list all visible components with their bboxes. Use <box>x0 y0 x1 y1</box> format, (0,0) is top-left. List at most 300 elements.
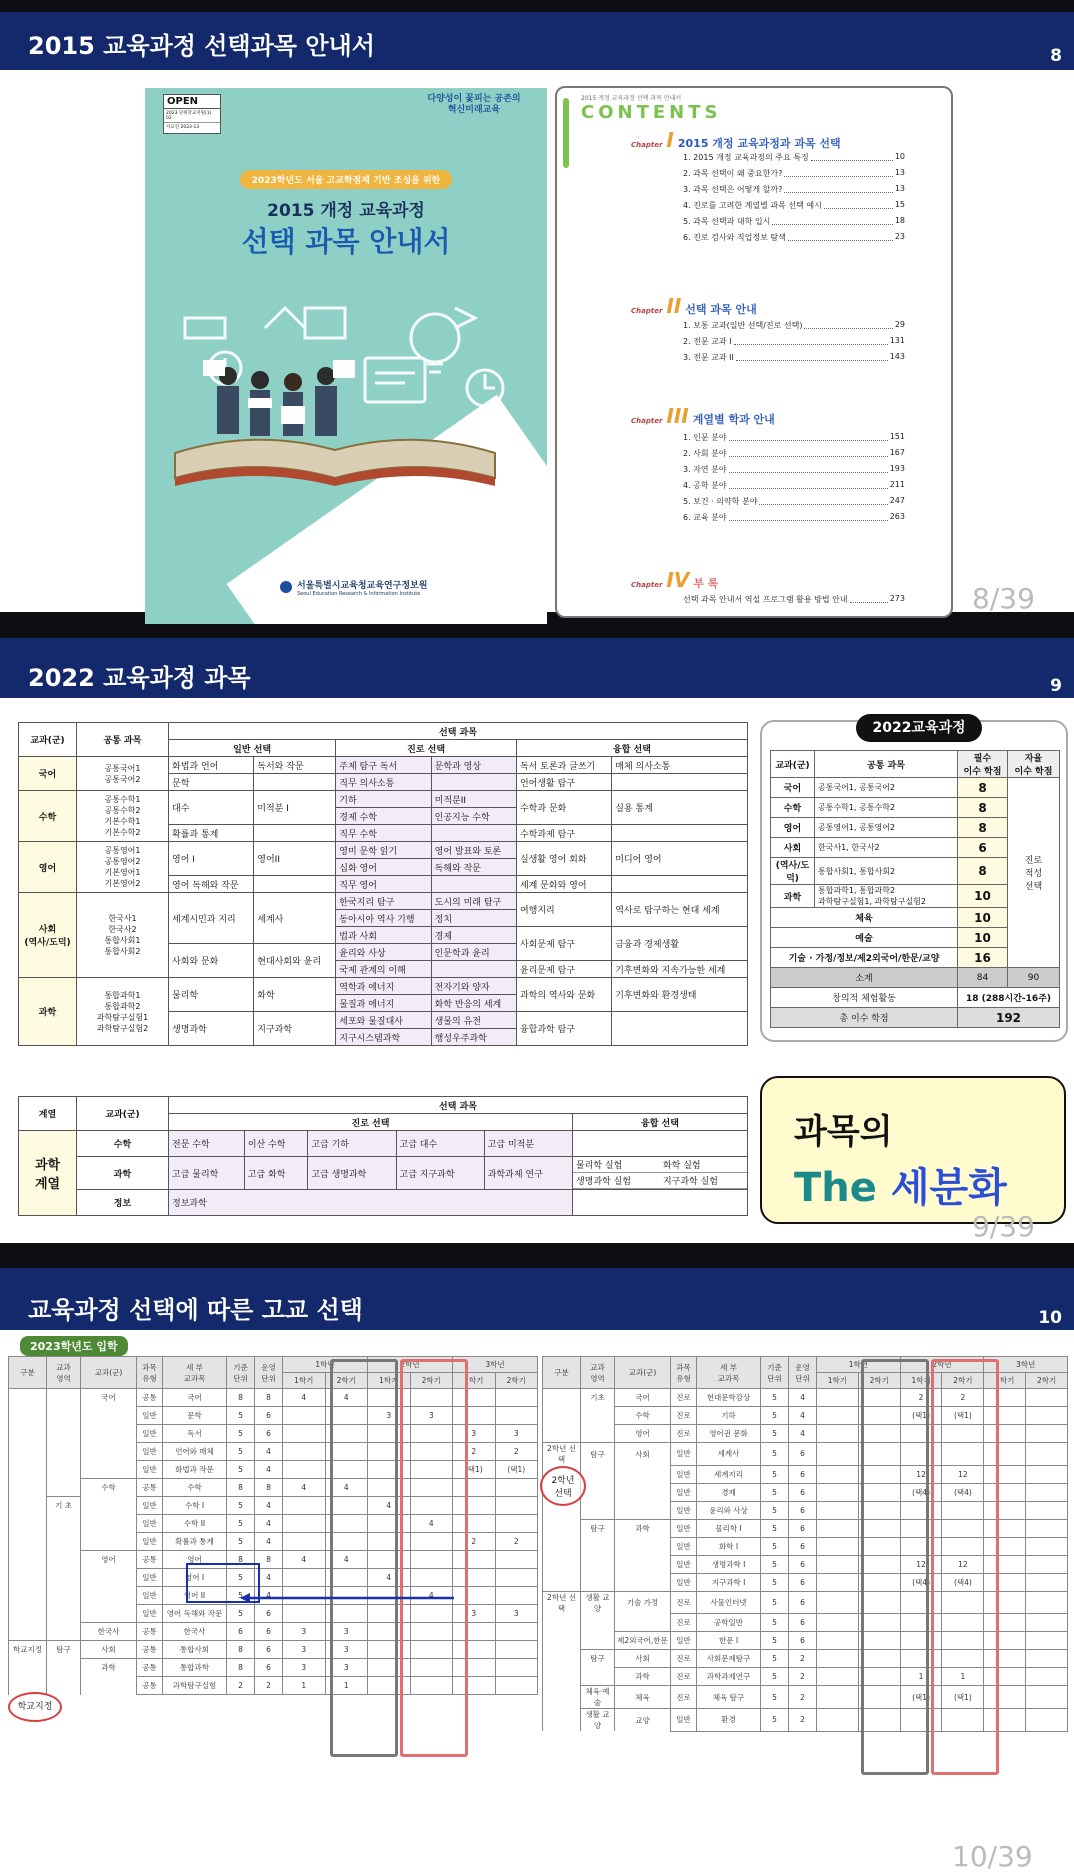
tt-cell <box>495 1389 538 1407</box>
general-subject: 현대사회와 윤리 <box>254 944 336 978</box>
career-subject: 전자기와 양자 <box>431 978 516 995</box>
tt-cell: 5 <box>761 1709 789 1732</box>
credits-badge: 2022교육과정 <box>856 714 982 742</box>
toc-leader <box>850 594 888 603</box>
tt-cell <box>615 1573 671 1591</box>
tt-header: 교과 영역 <box>581 1357 615 1389</box>
tt-cell: 8 <box>227 1479 255 1497</box>
tt-cell: 공통 <box>137 1479 163 1497</box>
header-free: 자율 이수 학점 <box>1008 751 1060 778</box>
tt-cell <box>47 1677 81 1695</box>
science-track-table-wrap <box>18 1096 748 1216</box>
tt-cell <box>543 1389 581 1407</box>
subjects-2022-table-wrap <box>18 722 748 1046</box>
tt-cell <box>283 1497 326 1515</box>
tt-cell <box>817 1501 859 1519</box>
tt-cell: 확률과 통계 <box>163 1533 227 1551</box>
tt-cell: 사물인터넷 <box>697 1591 761 1614</box>
tt-cell: 12 <box>900 1465 942 1483</box>
fusion-subject: 윤리문제 탐구 <box>516 961 611 978</box>
tt-cell: 환경 <box>697 1709 761 1732</box>
toc-item: 5. 보건 · 의약학 분야 247 <box>683 496 905 506</box>
career-subject: 인공지능 수학 <box>431 808 516 825</box>
toc-item: 1. 인문 분야 151 <box>683 432 905 442</box>
tt-cell: 일반 <box>137 1533 163 1551</box>
general-subject: 문학 <box>169 774 254 791</box>
fusion-cell <box>572 1190 747 1216</box>
toc-chapter-2: Chapter II 선택 과목 안내 <box>631 294 757 318</box>
tt-cell: 8 <box>255 1479 283 1497</box>
cover-org-logo <box>280 581 292 593</box>
tt-cell: 2 <box>495 1443 538 1461</box>
tt-cell <box>9 1659 47 1677</box>
tt-cell <box>817 1591 859 1614</box>
tt-header-term: 1학기 <box>900 1373 942 1389</box>
toc-leader <box>736 352 888 361</box>
tt-cell <box>47 1443 81 1461</box>
tt-cell: 기초 <box>581 1389 615 1407</box>
tt-cell: 4 <box>255 1515 283 1533</box>
tt-cell <box>81 1533 137 1551</box>
tt-cell: 진로 <box>671 1389 697 1407</box>
tt-cell: 2 <box>453 1533 496 1551</box>
tt-cell <box>543 1650 581 1668</box>
tt-cell <box>581 1668 615 1686</box>
area-cell: 수학 <box>77 1131 169 1157</box>
toc-leader <box>788 232 893 241</box>
tt-cell: 4 <box>789 1389 817 1407</box>
tt-cell: 공통 <box>137 1551 163 1569</box>
tt-cell: 일반 <box>671 1709 697 1732</box>
toc-item: 2. 과목 선택이 왜 중요한가? 13 <box>683 168 905 178</box>
header-area: 교과(군) <box>19 723 77 757</box>
tt-cell: 일반 <box>137 1443 163 1461</box>
tt-cell: 1 <box>283 1677 326 1695</box>
fusion-subject: 사회문제 탐구 <box>516 927 611 961</box>
header-fusion: 융합 선택 <box>516 740 747 757</box>
area-cell: 수학 <box>19 791 77 842</box>
tt-cell: 8 <box>227 1551 255 1569</box>
tt-cell: 5 <box>761 1501 789 1519</box>
tt-cell <box>81 1407 137 1425</box>
tt-cell <box>1026 1632 1068 1650</box>
tt-cell <box>495 1677 538 1695</box>
tt-cell: 5 <box>761 1650 789 1668</box>
career-subject: 전문 수학 <box>169 1131 245 1157</box>
fusion-subject: 독서 토론과 글쓰기 <box>516 757 611 774</box>
common-cell: 통합과학1 통합과학2 과학탐구실험1 과학탐구실험2 <box>77 978 169 1046</box>
tt-cell <box>81 1461 137 1479</box>
tt-cell: 과학 <box>615 1519 671 1537</box>
career-subject: 경제 수학 <box>336 808 431 825</box>
tt-cell <box>1026 1389 1068 1407</box>
fusion-subject: 기후변화와 지속가능한 세계 <box>612 961 748 978</box>
area-cell: 사회 <box>771 838 815 858</box>
toc-leader <box>824 200 893 209</box>
admission-year-badge: 2023학년도 입학 <box>20 1336 128 1356</box>
general-subject: 영어 I <box>169 842 254 876</box>
tt-cell: (택4) <box>900 1483 942 1501</box>
tt-cell: 5 <box>227 1425 255 1443</box>
career-subject: 역학과 에너지 <box>336 978 431 995</box>
tt-cell: 3 <box>283 1641 326 1659</box>
tt-cell: 4 <box>255 1497 283 1515</box>
tt-cell: 3 <box>325 1659 368 1677</box>
tt-cell: 4 <box>368 1569 411 1587</box>
career-subject: 윤리와 사상 <box>336 944 431 961</box>
tt-cell <box>581 1425 615 1443</box>
tt-cell: 3 <box>325 1641 368 1659</box>
tt-cell <box>543 1407 581 1425</box>
tt-cell: 6 <box>789 1632 817 1650</box>
year2-selection-annotation: 2학년 선택 <box>540 1466 586 1506</box>
tt-cell: 일반 <box>137 1569 163 1587</box>
tt-cell: 5 <box>761 1443 789 1466</box>
category-cell: 예술 <box>771 928 958 948</box>
tt-cell: 수학 II <box>163 1515 227 1533</box>
tt-cell: 5 <box>227 1605 255 1623</box>
tt-cell <box>495 1623 538 1641</box>
tt-cell: 6 <box>789 1465 817 1483</box>
toc-leader <box>784 184 892 193</box>
tt-cell: 수학 <box>163 1479 227 1497</box>
tt-cell: 12 <box>942 1465 984 1483</box>
tt-cell: 6 <box>789 1519 817 1537</box>
tt-cell: 탐구 <box>581 1519 615 1537</box>
slide-10 <box>0 1268 1074 1876</box>
tt-header: 과목 유형 <box>671 1357 697 1389</box>
fusion-subject: 생명과학 실험 <box>573 1173 660 1189</box>
general-subject: 사회와 문화 <box>169 944 254 978</box>
tt-cell <box>817 1573 859 1591</box>
toc-item: 2. 사회 분야 167 <box>683 448 905 458</box>
tt-cell: 일반 <box>671 1443 697 1466</box>
tt-cell: 2 <box>789 1650 817 1668</box>
tt-cell: 학교지정 <box>9 1641 47 1659</box>
tt-cell <box>581 1632 615 1650</box>
tt-cell: 6 <box>789 1537 817 1555</box>
tt-header-term: 2학기 <box>325 1373 368 1389</box>
toc-item: 4. 공학 분야 211 <box>683 480 905 490</box>
tt-header-term: 1학기 <box>283 1373 326 1389</box>
tt-cell: 5 <box>761 1632 789 1650</box>
tt-cell <box>495 1587 538 1605</box>
tt-cell: 일반 <box>671 1483 697 1501</box>
table-row <box>19 842 748 859</box>
tt-cell <box>81 1497 137 1515</box>
tt-cell: 영어권 문화 <box>697 1425 761 1443</box>
tt-header: 기준 단위 <box>761 1357 789 1389</box>
tt-cell <box>543 1537 581 1555</box>
area-cell: (역사/도덕) <box>771 858 815 885</box>
callout-sebunhwa: 세분화 <box>890 1165 1007 1211</box>
toc-header: 2015 개정 교육과정 선택 과목 안내서 <box>581 95 682 102</box>
tt-cell <box>81 1587 137 1605</box>
tt-cell: 사회 <box>615 1443 671 1466</box>
career-subject: 고급 지구과학 <box>396 1157 484 1190</box>
callout-line2 <box>794 1156 1007 1213</box>
open-label: OPEN <box>164 95 220 109</box>
tt-cell: 영어 독해와 작문 <box>163 1605 227 1623</box>
toc-title: CONTENTS <box>581 102 722 123</box>
common-cell: 한국사1 한국사2 통합사회1 통합사회2 <box>77 893 169 978</box>
tt-header-year: 3학년 <box>453 1357 538 1373</box>
fusion-subject: 세계 문화와 영어 <box>516 876 611 893</box>
tt-header-year: 1학년 <box>817 1357 901 1373</box>
tt-cell: 생활 교양 <box>581 1591 615 1614</box>
tt-cell: 일반 <box>137 1425 163 1443</box>
tt-cell <box>1026 1591 1068 1614</box>
tt-cell <box>9 1407 47 1425</box>
tt-cell <box>9 1479 47 1497</box>
tt-cell: 1 <box>942 1668 984 1686</box>
general-subject: 생명과학 <box>169 1012 254 1046</box>
fusion-subject <box>612 774 748 791</box>
career-subject <box>431 774 516 791</box>
tt-cell: 일반 <box>137 1407 163 1425</box>
tt-header-year: 2학년 <box>368 1357 453 1373</box>
tt-cell: 진로 <box>671 1407 697 1425</box>
tt-cell: (택1) <box>900 1686 942 1709</box>
tt-cell <box>817 1709 859 1732</box>
tt-cell <box>47 1425 81 1443</box>
tt-cell <box>543 1555 581 1573</box>
tt-cell: 진로 <box>671 1425 697 1443</box>
tt-cell <box>9 1515 47 1533</box>
tt-cell: 4 <box>255 1587 283 1605</box>
tt-cell: 사회 <box>615 1650 671 1668</box>
tt-cell <box>495 1407 538 1425</box>
tt-cell: 5 <box>227 1407 255 1425</box>
slide-title: 교육과정 선택에 따른 고교 선택 <box>28 1296 363 1324</box>
area-cell: 수학 <box>771 798 815 818</box>
tt-cell <box>9 1533 47 1551</box>
tt-cell <box>615 1555 671 1573</box>
grade1-highlight-right <box>861 1359 929 1775</box>
tt-cell: 5 <box>761 1483 789 1501</box>
toc-chapter-3: Chapter III 계열별 학과 안내 <box>631 404 775 428</box>
total-value: 192 <box>958 1008 1060 1028</box>
area-cell: 과학 <box>771 885 815 908</box>
tt-cell <box>543 1573 581 1591</box>
fusion-subject: 매체 의사소통 <box>612 757 748 774</box>
table-row <box>19 757 748 774</box>
tt-cell: 5 <box>761 1555 789 1573</box>
toc-item: 선택 과목 안내서 역설 프로그램 활용 방법 안내 273 <box>683 594 905 604</box>
tt-cell: 국어 <box>163 1389 227 1407</box>
tt-cell <box>1026 1483 1068 1501</box>
tt-header-term: 2학기 <box>942 1373 984 1389</box>
tt-cell: 4 <box>410 1515 453 1533</box>
toc-item: 1. 2015 개정 교육과정의 주요 특징 10 <box>683 152 905 162</box>
fusion-subject: 수학과 문화 <box>516 791 611 825</box>
career-subject: 독해와 작문 <box>431 859 516 876</box>
tt-cell: 5 <box>761 1465 789 1483</box>
fusion-subject: 지구과학 실험 <box>660 1173 747 1189</box>
required-credits: 10 <box>958 908 1008 928</box>
tt-cell: 영어 I <box>163 1569 227 1587</box>
tt-cell <box>47 1407 81 1425</box>
tt-cell: 진로 <box>671 1614 697 1632</box>
toc-leader <box>734 336 888 345</box>
tt-cell: 물리학 I <box>697 1519 761 1537</box>
tt-cell: 영어 II <box>163 1587 227 1605</box>
tt-cell: 5 <box>761 1425 789 1443</box>
tt-cell: 6 <box>255 1641 283 1659</box>
tt-cell: (택4) <box>942 1483 984 1501</box>
tt-cell: 진로 <box>671 1650 697 1668</box>
cover-title-2: 선택 과목 안내서 <box>241 225 451 258</box>
tt-cell <box>81 1677 137 1695</box>
credits-table <box>770 750 1060 1028</box>
fusion-subject: 화학 실험 <box>660 1157 747 1173</box>
tt-cell <box>581 1501 615 1519</box>
tt-cell <box>543 1425 581 1443</box>
tt-header-year: 1학년 <box>283 1357 368 1373</box>
general-subject: 화학 <box>254 978 336 1012</box>
tt-cell: 생활 교양 <box>581 1709 615 1732</box>
toc-item: 2. 전문 교과 I 131 <box>683 336 905 346</box>
toc-leader <box>804 320 892 329</box>
area-cell: 영어 <box>19 842 77 893</box>
tt-cell: 일반 <box>137 1587 163 1605</box>
tt-cell <box>9 1461 47 1479</box>
creative-label: 창의적 체험활동 <box>771 988 958 1008</box>
tt-cell <box>817 1443 859 1466</box>
tt-cell: 진로 <box>671 1668 697 1686</box>
common-cell: 공통영어1 공통영어2 기본영어1 기본영어2 <box>77 842 169 893</box>
career-subject: 생물의 유전 <box>431 1012 516 1029</box>
tt-cell: 2 <box>453 1443 496 1461</box>
header-select: 선택 과목 <box>169 723 748 740</box>
career-subject: 고급 대수 <box>396 1131 484 1157</box>
fusion-cell <box>572 1157 747 1190</box>
header-required: 필수 이수 학점 <box>958 751 1008 778</box>
creative-value: 18 (288시간-16주) <box>958 988 1060 1008</box>
career-subject: 이산 수학 <box>244 1131 307 1157</box>
tt-cell: 일반 <box>137 1515 163 1533</box>
general-subject: 확률과 통계 <box>169 825 254 842</box>
career-subject: 문학과 영상 <box>431 757 516 774</box>
tt-cell: 진로 <box>671 1686 697 1709</box>
tt-cell: 언어와 매체 <box>163 1443 227 1461</box>
tt-cell <box>81 1515 137 1533</box>
career-subject: 국제 관계의 이해 <box>336 961 431 978</box>
tt-cell: 세계사 <box>697 1443 761 1466</box>
tt-cell: 영어 <box>615 1425 671 1443</box>
tt-cell: 문학 <box>163 1407 227 1425</box>
cover-org-en: Seoul Education Research & Information Institute <box>297 591 421 597</box>
career-subject: 화학 반응의 세계 <box>431 995 516 1012</box>
toc-leader <box>784 168 892 177</box>
tt-cell: 수학 <box>615 1407 671 1425</box>
tt-cell <box>1026 1614 1068 1632</box>
tt-cell <box>817 1650 859 1668</box>
tt-header-term: 1학기 <box>817 1373 859 1389</box>
tt-cell <box>581 1555 615 1573</box>
tt-cell: 윤리와 사상 <box>697 1501 761 1519</box>
tt-cell <box>1026 1686 1068 1709</box>
free-credits-note: 진로 적성 선택 <box>1008 778 1060 968</box>
table-row <box>19 978 748 995</box>
tt-cell: 5 <box>227 1569 255 1587</box>
tt-cell <box>1026 1501 1068 1519</box>
toc-leader <box>759 496 887 505</box>
tt-cell <box>817 1668 859 1686</box>
slide-9 <box>0 638 1074 1243</box>
tt-cell: 2 <box>789 1709 817 1732</box>
tt-cell: 공통 <box>137 1389 163 1407</box>
common-cell: 공통수학1 공통수학2 기본수학1 기본수학2 <box>77 791 169 842</box>
tt-cell: 4 <box>283 1389 326 1407</box>
tt-cell <box>9 1587 47 1605</box>
tt-cell <box>495 1659 538 1677</box>
general-subject: 지구과학 <box>254 1012 336 1046</box>
tt-cell <box>283 1407 326 1425</box>
category-cell: 체육 <box>771 908 958 928</box>
career-subject: 고급 화학 <box>244 1157 307 1190</box>
track-cell: 과학 계열 <box>19 1131 77 1216</box>
fusion-subject: 융합과학 탐구 <box>516 1012 611 1046</box>
tt-cell: 5 <box>227 1533 255 1551</box>
science-track-table <box>18 1096 748 1216</box>
tt-cell <box>817 1407 859 1425</box>
tt-cell: 6 <box>789 1555 817 1573</box>
tt-cell <box>615 1501 671 1519</box>
slide-header <box>0 638 1074 698</box>
tt-cell <box>543 1519 581 1537</box>
category-cell: 기술 · 가정/정보/제2외국어/한문/교양 <box>771 948 958 968</box>
area-cell: 과학 <box>19 978 77 1046</box>
tt-cell: 3 <box>453 1605 496 1623</box>
tt-cell: 6 <box>789 1573 817 1591</box>
tt-cell <box>9 1569 47 1587</box>
tt-cell: 5 <box>227 1497 255 1515</box>
tt-cell: 4 <box>410 1587 453 1605</box>
cover-banner: 2023학년도 서울 고교학점제 기반 조성을 위한 <box>240 170 452 189</box>
tt-cell: 1 <box>900 1668 942 1686</box>
total-label: 총 이수 학점 <box>771 1008 958 1028</box>
tt-cell <box>283 1569 326 1587</box>
tt-cell: 2 <box>227 1677 255 1695</box>
tt-cell: (택1) <box>900 1407 942 1425</box>
tt-header-year: 2학년 <box>900 1357 984 1373</box>
required-credits: 8 <box>958 818 1008 838</box>
tt-header: 기준 단위 <box>227 1357 255 1389</box>
cover-org: 서울특별시교육청교육연구정보원 <box>297 581 428 591</box>
slide-title: 2015 교육과정 선택과목 안내서 <box>28 32 375 60</box>
tt-cell: 5 <box>761 1686 789 1709</box>
tt-cell <box>9 1623 47 1641</box>
tt-cell <box>47 1389 81 1407</box>
tt-cell: 4 <box>368 1497 411 1515</box>
tt-cell <box>1026 1668 1068 1686</box>
career-subject: 직무 의사소통 <box>336 774 431 791</box>
tt-header: 과목 유형 <box>137 1357 163 1389</box>
tt-cell: 과학 <box>615 1668 671 1686</box>
tt-cell: 8 <box>255 1551 283 1569</box>
common-cell: 공통수학1, 공통수학2 <box>815 798 958 818</box>
header-common: 공통 과목 <box>815 751 958 778</box>
grade2-highlight-right <box>931 1359 999 1775</box>
toc-accent-bar <box>563 98 569 168</box>
career-subject: 세포와 물질대사 <box>336 1012 431 1029</box>
tt-cell: 2 <box>900 1389 942 1407</box>
page-indicator: 10/39 <box>952 1840 1033 1873</box>
general-subject: 독서와 작문 <box>254 757 336 774</box>
tt-cell: 5 <box>227 1461 255 1479</box>
tt-header: 세 부 교과목 <box>697 1357 761 1389</box>
